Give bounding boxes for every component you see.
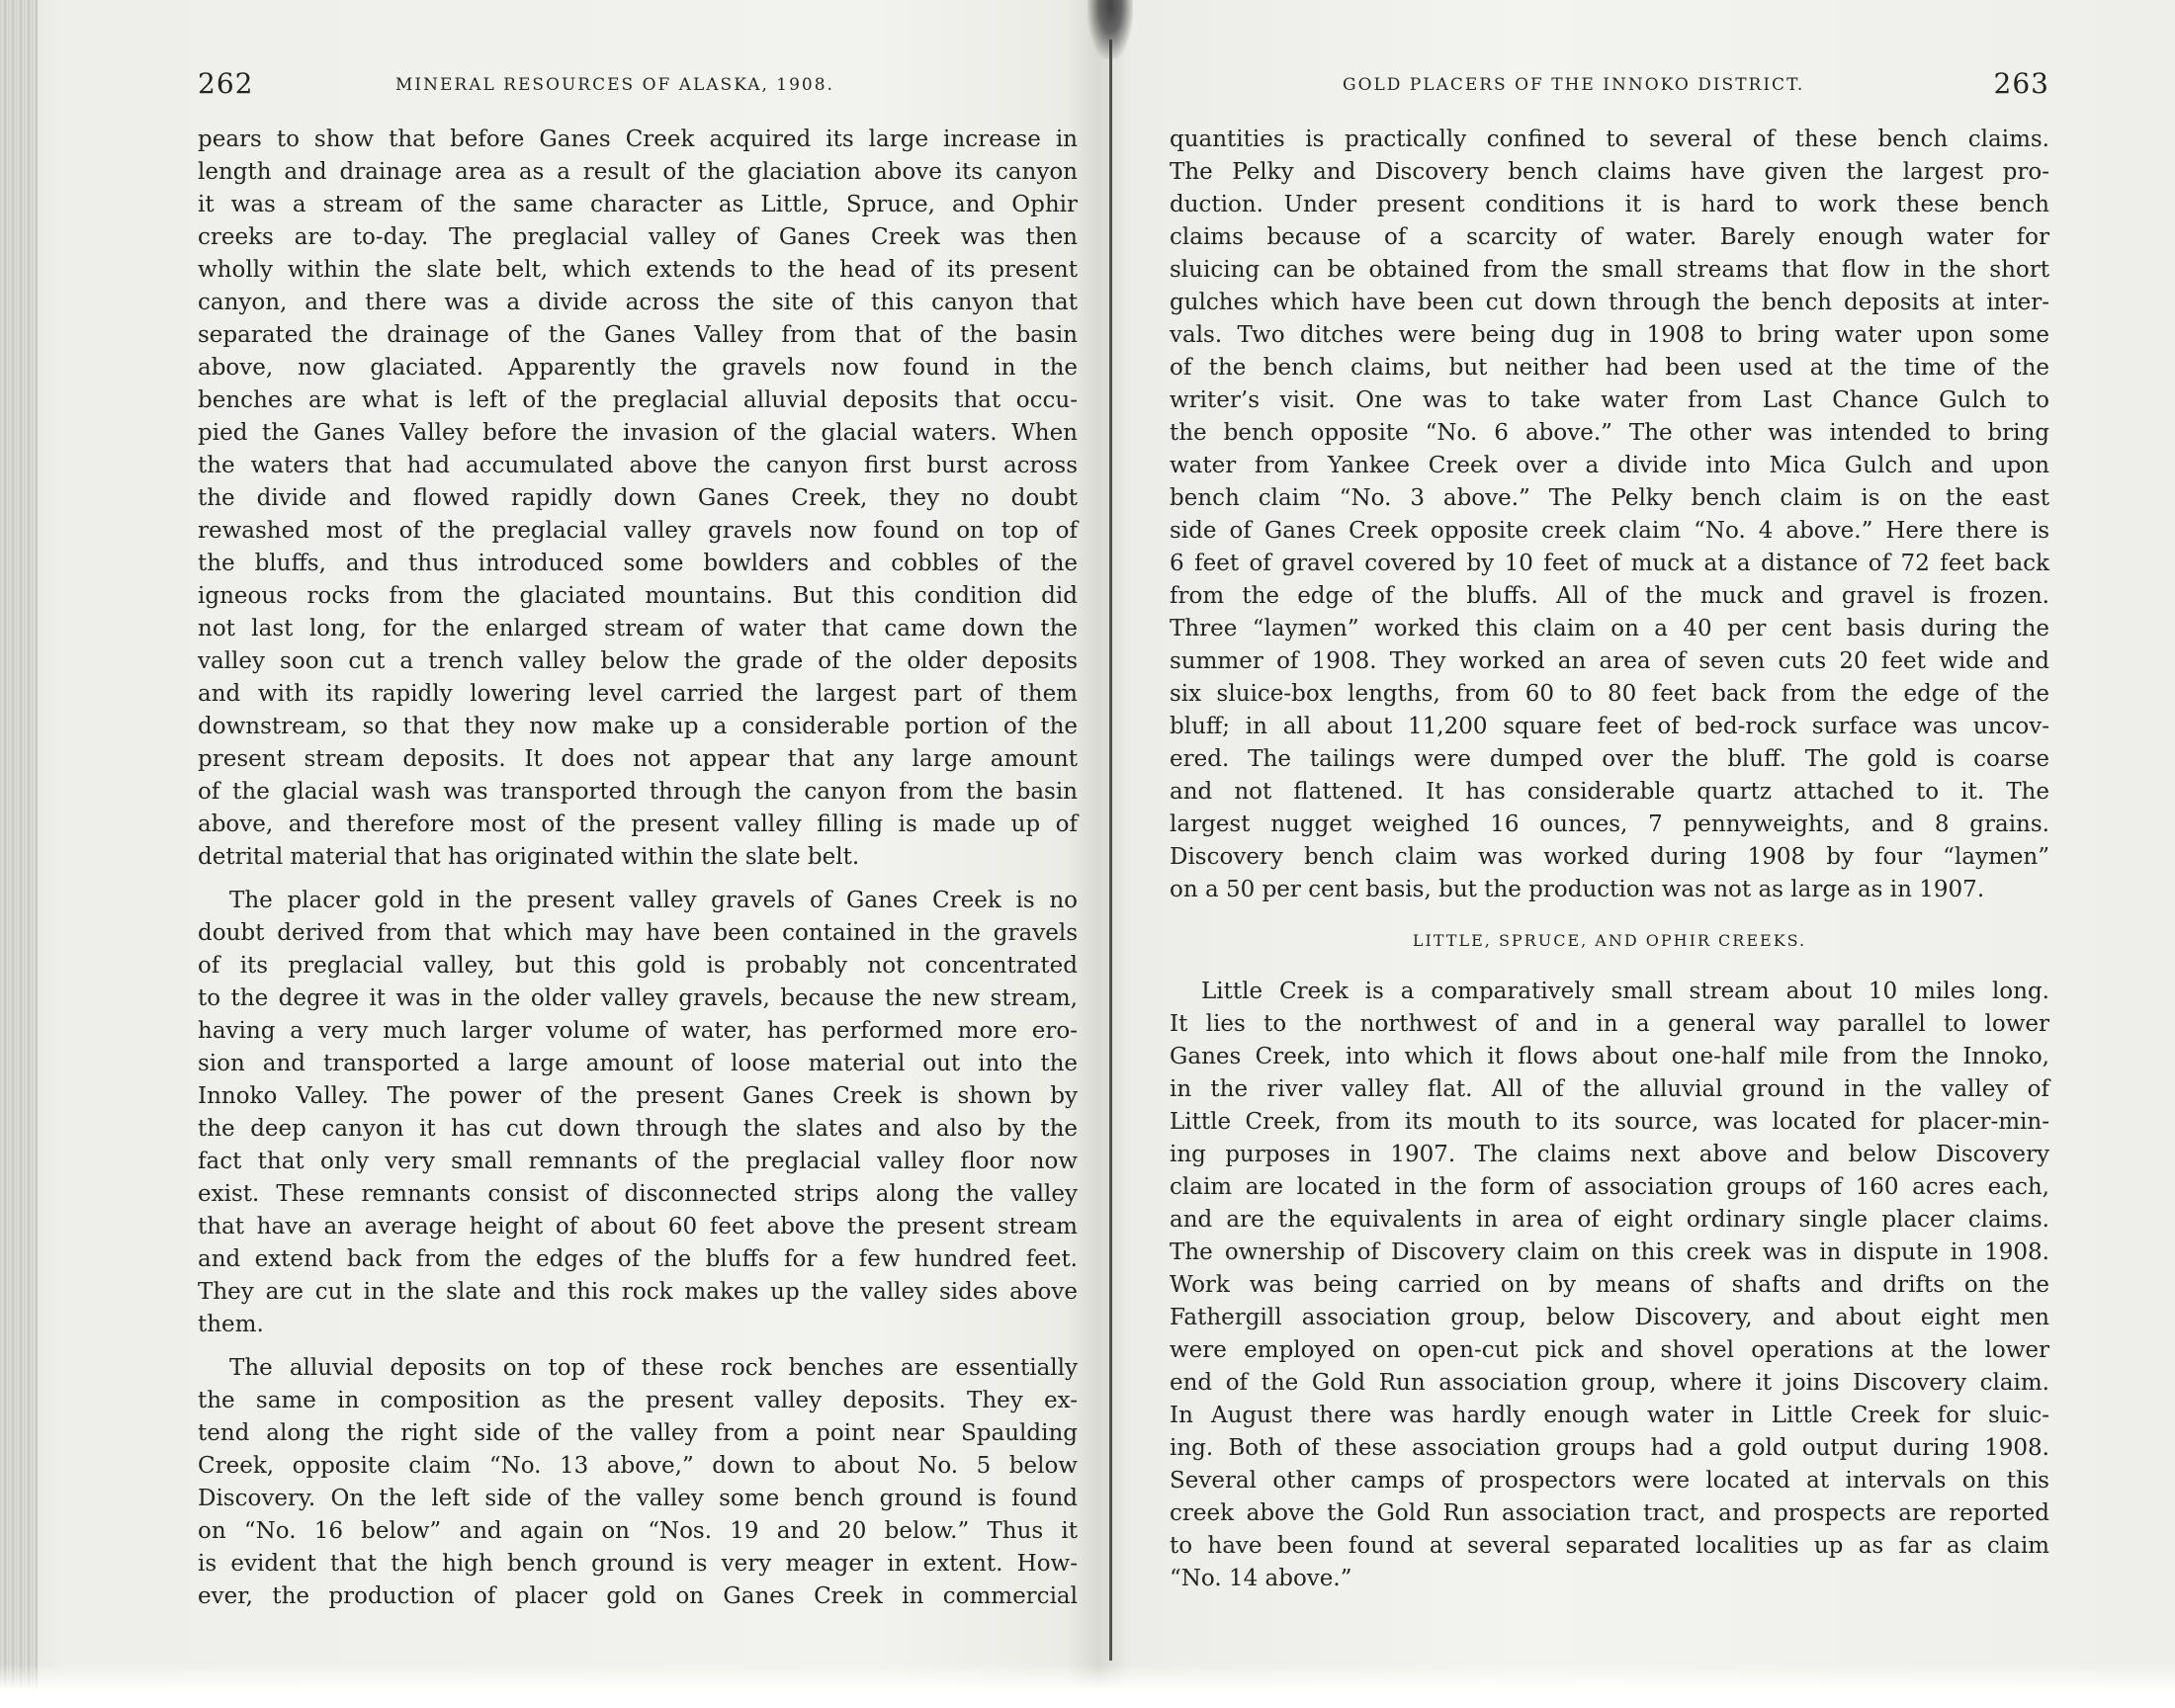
left-body-text <box>198 124 1078 1613</box>
text-line: 6 feet of gravel covered by 10 feet of muck at a distance of 72 feet back <box>1170 551 2049 576</box>
text-line: above, now glaciated. Apparently the gravels now found in the <box>198 355 1078 381</box>
text-line: igneous rocks from the glaciated mountains. But this condition did <box>198 583 1078 609</box>
text-line: length and drainage area as a result of the glaciation above its canyon <box>198 159 1078 185</box>
text-line: detrital material that has originated within the slate belt. <box>198 844 860 870</box>
text-line: six sluice-box lengths, from 60 to 80 feet back from the edge of the <box>1170 681 2049 707</box>
right-page <box>1170 0 2049 1680</box>
text-line: The placer gold in the present valley gravels of Ganes Creek is no <box>229 888 1078 913</box>
right-running-title: GOLD PLACERS OF THE INNOKO DISTRICT. <box>1343 75 1805 95</box>
text-line: of its preglacial valley, but this gold is probably not concentrated <box>198 953 1078 979</box>
page-edge <box>0 0 38 1708</box>
text-line: from the edge of the bluffs. All of the muck and gravel is frozen. <box>1170 583 2049 609</box>
text-line: not last long, for the enlarged stream of water that came down the <box>198 616 1078 641</box>
text-line: is evident that the high bench ground is very meager in extent. How- <box>198 1551 1078 1577</box>
text-line: Work was being carried on by means of shafts and drifts on the <box>1170 1272 2049 1298</box>
left-running-title: MINERAL RESOURCES OF ALASKA, 1908. <box>395 75 834 95</box>
text-line: “No. 14 above.” <box>1170 1566 1352 1591</box>
text-line: The ownership of Discovery claim on this creek was in dispute in 1908. <box>1170 1239 2049 1265</box>
text-line: the same in composition as the present valley deposits. They ex- <box>198 1388 1078 1413</box>
text-line: vals. Two ditches were being dug in 1908 to bring water upon some <box>1170 322 2049 348</box>
text-line: largest nugget weighed 16 ounces, 7 pennyweights, and 8 grains. <box>1170 811 2049 837</box>
text-line: the deep canyon it has cut down through the slates and also by the <box>198 1116 1078 1142</box>
text-line: to the degree it was in the older valley gravels, because the new stream, <box>198 985 1078 1011</box>
text-line: on a 50 per cent basis, but the production was not as large as in 1907. <box>1170 877 1985 902</box>
text-line: of the bench claims, but neither had been used at the time of the <box>1170 355 2049 381</box>
right-page-number: 263 <box>1993 67 2049 100</box>
text-line: Little Creek is a comparatively small stream about 10 miles long. <box>1201 979 2049 1004</box>
text-line: creek above the Gold Run association tract, and prospects are reported <box>1170 1500 2049 1526</box>
text-line: of the glacial wash was transported through the canyon from the basin <box>198 779 1078 805</box>
text-line: Three “laymen” worked this claim on a 40 per cent basis during the <box>1170 616 2049 641</box>
text-line: and extend back from the edges of the bluffs for a few hundred feet. <box>198 1246 1078 1272</box>
text-line: wholly within the slate belt, which extends to the head of its present <box>198 257 1078 283</box>
text-line: pears to show that before Ganes Creek acquired its large increase in <box>198 127 1078 152</box>
text-line: separated the drainage of the Ganes Valley from that of the basin <box>198 322 1078 348</box>
text-line: Several other camps of prospectors were located at intervals on this <box>1170 1468 2049 1494</box>
text-line: quantities is practically confined to several of these bench claims. <box>1170 127 2049 152</box>
text-line: above, and therefore most of the present valley filling is made up of <box>198 811 1078 837</box>
left-page <box>198 0 1078 1680</box>
text-line: Little Creek, from its mouth to its source, was located for placer-min- <box>1170 1109 2049 1135</box>
text-line: fact that only very small remnants of the preglacial valley floor now <box>198 1149 1078 1174</box>
text-line: It lies to the northwest of and in a general way parallel to lower <box>1170 1011 2049 1037</box>
text-line: that have an average height of about 60 feet above the present stream <box>198 1214 1078 1239</box>
left-page-number: 262 <box>198 67 254 100</box>
text-line: the bluffs, and thus introduced some bowlders and cobbles of the <box>198 551 1078 576</box>
text-line: creeks are to-day. The preglacial valley of Ganes Creek was then <box>198 224 1078 250</box>
text-line: gulches which have been cut down through the bench deposits at inter- <box>1170 290 2049 315</box>
text-line: them. <box>198 1312 264 1337</box>
text-line: downstream, so that they now make up a considerable portion of the <box>198 714 1078 739</box>
text-line: on “No. 16 below” and again on “Nos. 19 and 20 below.” Thus it <box>198 1518 1078 1544</box>
text-line: Ganes Creek, into which it flows about one-half mile from the Innoko, <box>1170 1044 2049 1069</box>
text-line: end of the Gold Run association group, where it joins Discovery claim. <box>1170 1370 2049 1396</box>
text-line: writer’s visit. One was to take water from Last Chance Gulch to <box>1170 387 2049 413</box>
text-line: the bench opposite “No. 6 above.” The other was intended to bring <box>1170 420 2049 446</box>
text-line: bench claim “No. 3 above.” The Pelky bench claim is on the east <box>1170 485 2049 511</box>
text-line: Innoko Valley. The power of the present Ganes Creek is shown by <box>198 1083 1078 1109</box>
text-line: and not flattened. It has considerable quartz attached to it. The <box>1170 779 2049 805</box>
text-line: The alluvial deposits on top of these rock benches are essentially <box>229 1355 1078 1381</box>
text-line: in the river valley flat. All of the alluvial ground in the valley of <box>1170 1076 2049 1102</box>
text-line: the divide and flowed rapidly down Ganes Creek, they no doubt <box>198 485 1078 511</box>
text-line: to have been found at several separated localities up as far as claim <box>1170 1533 2049 1559</box>
text-line: Discovery. On the left side of the valley some bench ground is found <box>198 1486 1078 1511</box>
text-line: Discovery bench claim was worked during 1908 by four “laymen” <box>1170 844 2049 870</box>
text-line: it was a stream of the same character as Little, Spruce, and Ophir <box>198 192 1078 217</box>
text-line: claim are located in the form of association groups of 160 acres each, <box>1170 1174 2049 1200</box>
text-line: and with its rapidly lowering level carried the largest part of them <box>198 681 1078 707</box>
right-running-head <box>1170 67 2049 107</box>
text-line: summer of 1908. They worked an area of seven cuts 20 feet wide and <box>1170 648 2049 674</box>
paragraph-gap <box>198 874 1078 885</box>
text-line: The Pelky and Discovery bench claims have given the largest pro- <box>1170 159 2049 185</box>
text-line: canyon, and there was a divide across the site of this canyon that <box>198 290 1078 315</box>
text-line: Fathergill association group, below Discovery, and about eight men <box>1170 1305 2049 1330</box>
text-line: Creek, opposite claim “No. 13 above,” down to about No. 5 below <box>198 1453 1078 1479</box>
text-line: pied the Ganes Valley before the invasion of the glacial waters. When <box>198 420 1078 446</box>
text-line: bluff; in all about 11,200 square feet of bed-rock surface was uncov- <box>1170 714 2049 739</box>
left-running-head <box>198 67 1078 107</box>
text-line: In August there was hardly enough water in Little Creek for sluic- <box>1170 1403 2049 1428</box>
text-line: the waters that had accumulated above the canyon first burst across <box>198 453 1078 478</box>
text-line: tend along the right side of the valley from a point near Spaulding <box>198 1420 1078 1446</box>
text-line: sion and transported a large amount of loose material out into the <box>198 1051 1078 1076</box>
text-line: ing purposes in 1907. The claims next above and below Discovery <box>1170 1142 2049 1167</box>
text-line: having a very much larger volume of water, has performed more ero- <box>198 1018 1078 1044</box>
text-line: water from Yankee Creek over a divide into Mica Gulch and upon <box>1170 453 2049 478</box>
text-line: benches are what is left of the preglacial alluvial deposits that occu- <box>198 387 1078 413</box>
text-line: and are the equivalents in area of eight ordinary single placer claims. <box>1170 1207 2049 1233</box>
text-line: exist. These remnants consist of disconnected strips along the valley <box>198 1181 1078 1207</box>
text-line: ing. Both of these association groups had a gold output during 1908. <box>1170 1435 2049 1461</box>
book-gutter <box>1103 0 1117 1680</box>
text-line: doubt derived from that which may have been contained in the gravels <box>198 920 1078 946</box>
text-line: valley soon cut a trench valley below the grade of the older deposits <box>198 648 1078 674</box>
right-body-text <box>1170 124 2049 1595</box>
section-heading: LITTLE, SPRUCE, AND OPHIR CREEKS. <box>1412 931 1807 950</box>
text-line: ered. The tailings were dumped over the bluff. The gold is coarse <box>1170 746 2049 772</box>
text-line: They are cut in the slate and this rock makes up the valley sides above <box>198 1279 1078 1305</box>
paragraph-gap <box>198 1341 1078 1352</box>
text-line: duction. Under present conditions it is hard to work these bench <box>1170 192 2049 217</box>
gutter-line <box>1109 40 1112 1661</box>
text-line: were employed on open-cut pick and shovel operations at the lower <box>1170 1337 2049 1363</box>
text-line: rewashed most of the preglacial valley gravels now found on top of <box>198 518 1078 544</box>
text-line: ever, the production of placer gold on Ganes Creek in commercial <box>198 1583 1078 1609</box>
text-line: side of Ganes Creek opposite creek claim “No. 4 above.” Here there is <box>1170 518 2049 544</box>
text-line: claims because of a scarcity of water. Barely enough water for <box>1170 224 2049 250</box>
text-line: present stream deposits. It does not appear that any large amount <box>198 746 1078 772</box>
text-line: sluicing can be obtained from the small streams that flow in the short <box>1170 257 2049 283</box>
